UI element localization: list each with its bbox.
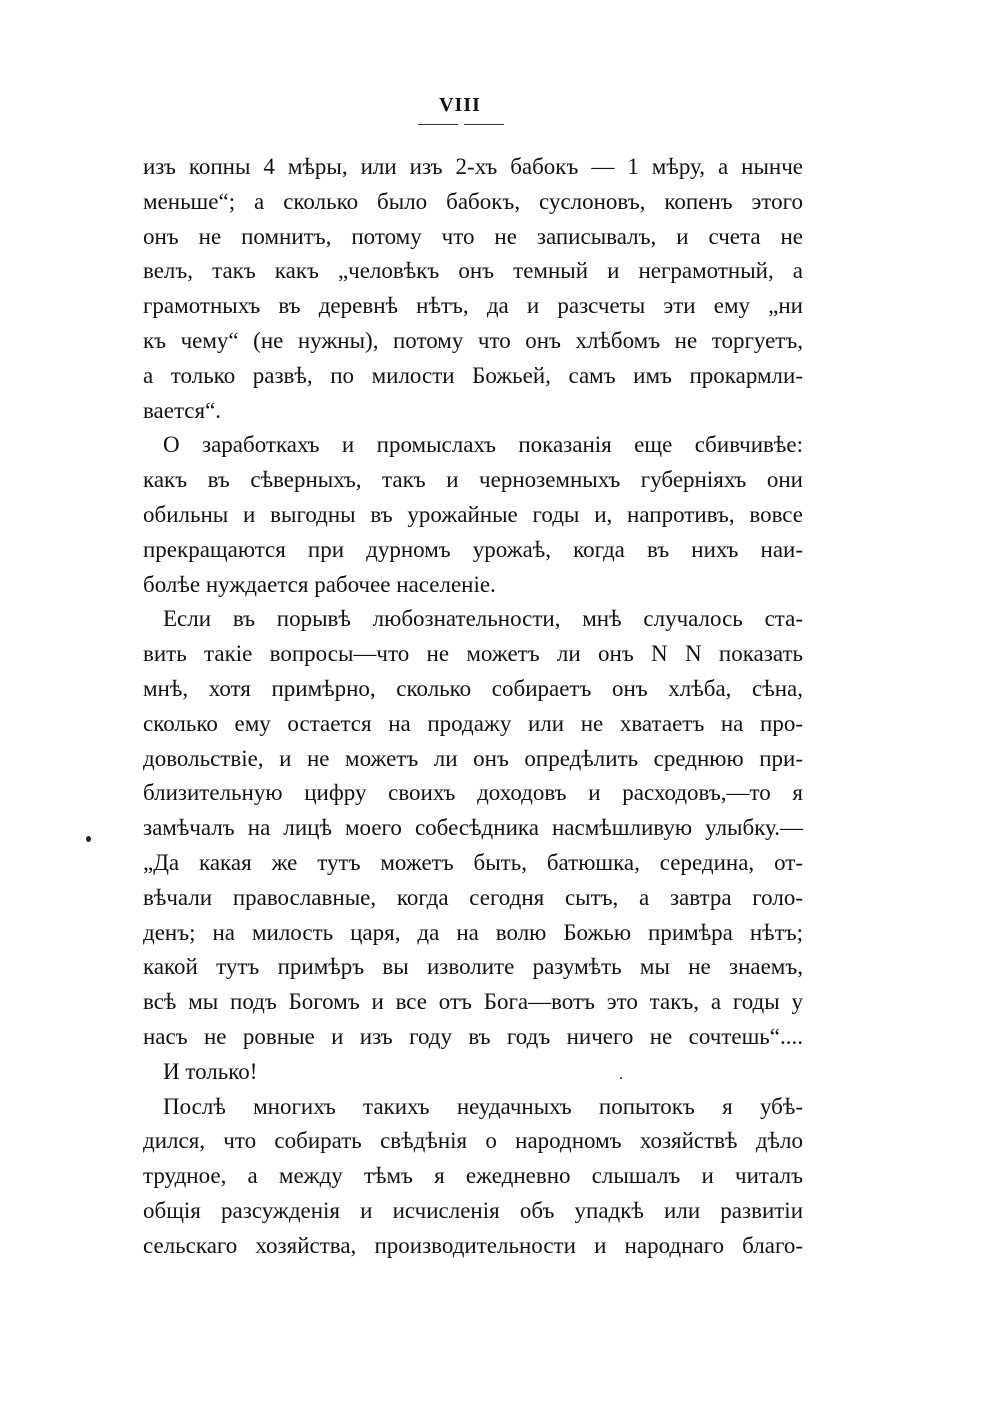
text-line: Послѣ многихъ такихъ неудачныхъ попытокъ я убѣ- [163,1093,803,1119]
text-line: довольствіе, и не можетъ ли онъ опредѣлить среднюю при- [143,745,803,771]
text-line: сельскаго хозяйства, производительности и народнаго благо- [143,1232,803,1258]
text-line: болѣе нуждается рабочее населеніе. [143,571,496,597]
text-line: О заработкахъ и промыслахъ показанія еще сбивчивѣе: [163,432,803,458]
text-line: сколько ему остается на продажу или не хватаетъ на про- [143,710,803,736]
text-line: насъ не ровные и изъ году въ годъ ничего не сочтешь“.... [143,1023,803,1049]
text-line: обильны и выгодны въ урожайные годы и, напротивъ, вовсе [143,501,803,527]
text-line: какой тутъ примѣръ вы изволите разумѣть мы не знаемъ, [143,954,803,980]
text-line: трудное, а между тѣмъ я ежедневно слышалъ и читалъ [143,1163,803,1189]
text-line: какъ въ сѣверныхъ, такъ и черноземныхъ губерніяхъ они [143,467,803,493]
text-line: Если въ порывѣ любознательности, мнѣ случалось ста- [163,606,803,632]
ink-speck [86,836,91,842]
text-line: мнѣ, хотя примѣрно, сколько собираетъ онъ хлѣба, сѣна, [143,675,803,701]
text-line: велъ, такъ какъ „человѣкъ онъ темный и неграмотный, а [143,258,803,284]
page-number: VIII [439,94,481,116]
header-rule [418,124,504,125]
text-line: онъ не помнитъ, потому что не записывалъ, и счета не [143,223,803,249]
text-line: прекращаются при дурномъ урожаѣ, когда въ нихъ наи- [143,536,803,562]
text-line: денъ; на милость царя, да на волю Божью примѣра нѣтъ; [143,919,803,945]
text-line: изъ копны 4 мѣры, или изъ 2-хъ бабокъ — 1 мѣру, а нынче [143,154,803,179]
text-line: общія разсужденія и исчисленія объ упадкѣ или развитіи [143,1197,803,1223]
text-line: меньше“; а сколько было бабокъ, суслоновъ, копенъ этого [143,188,803,214]
text-line: грамотныхъ въ деревнѣ нѣтъ, да и разсчеты эти ему „ни [143,293,803,319]
text-line: вѣчали православные, когда сегодня сытъ, а завтра голо- [143,884,803,910]
text-line: а только развѣ, по милости Божьей, самъ имъ прокармли- [143,362,803,388]
text-line: дился, что собирать свѣдѣнія о народномъ хозяйствѣ дѣло [143,1128,803,1154]
text-line: „Да какая же тутъ можетъ быть, батюшка, середина, от- [143,849,803,875]
text-line: близительную цифру своихъ доходовъ и расходовъ,—то я [143,780,803,806]
text-line: къ чему“ (не нужны), потому что онъ хлѣбомъ не торгуетъ, [143,327,803,353]
text-line: вить такіе вопросы—что не можетъ ли онъ N N показать [143,641,803,667]
text-line: всѣ мы подъ Богомъ и все отъ Бога—вотъ это такъ, а годы у [143,989,803,1015]
body-text [143,150,803,1264]
text-line: И только! [163,1058,258,1084]
text-line: замѣчалъ на лицѣ моего собесѣдника насмѣшливую улыбку.— [143,815,803,841]
text-line: вается“. [143,397,222,423]
